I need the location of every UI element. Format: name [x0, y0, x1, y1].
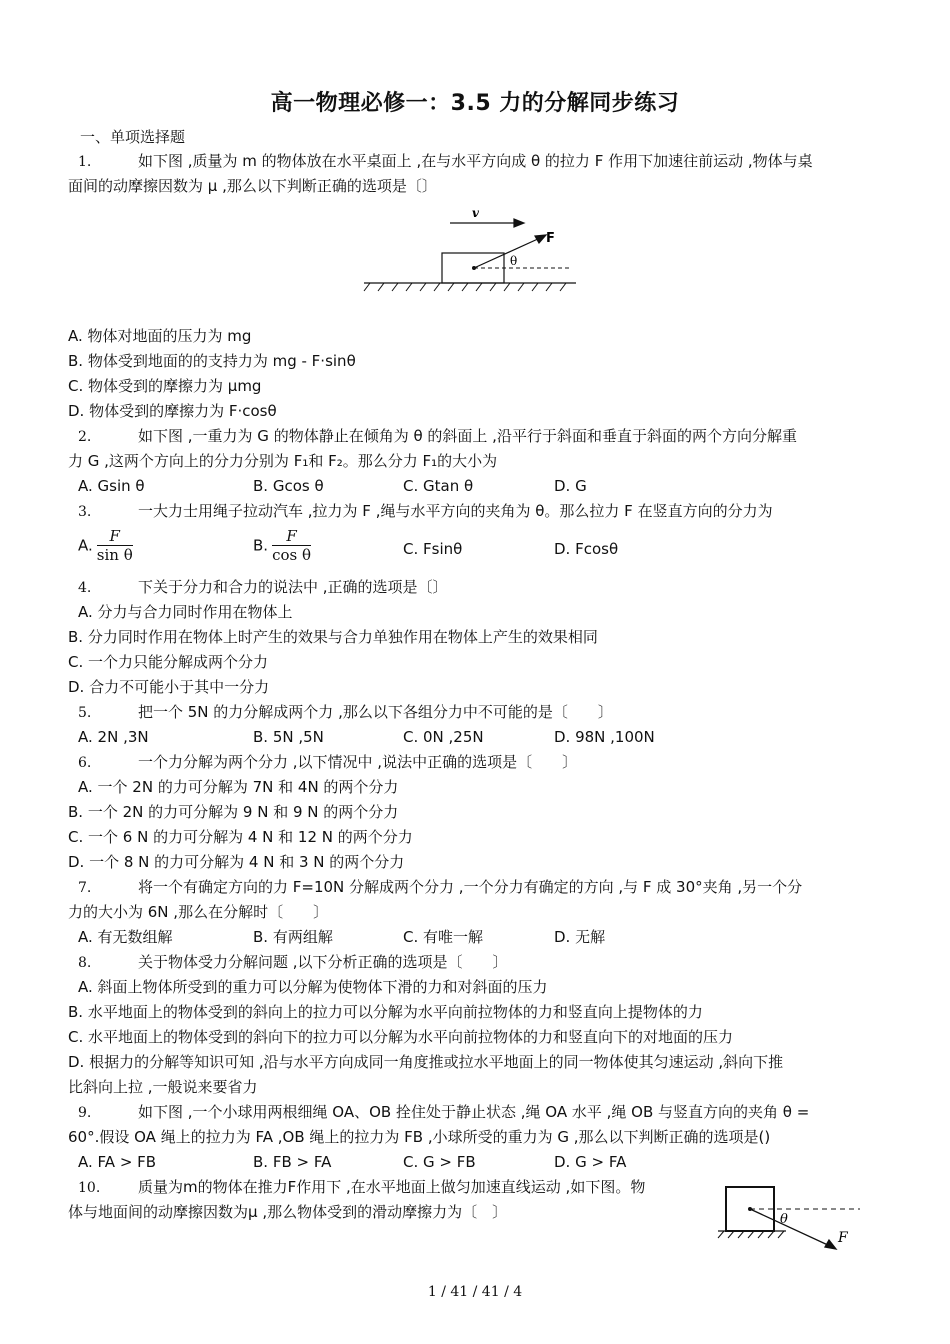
angle-label: θ	[780, 1212, 788, 1227]
question-text: 如下图 ,一重力为 G 的物体静止在倾角为 θ 的斜面上 ,沿平行于斜面和垂直于斜面的两个方向分解重	[138, 427, 797, 445]
q6-option-d: D. 一个 8 N 的力可分解为 4 N 和 3 N 的两个分力	[68, 853, 405, 871]
q4-option-c: C. 一个力只能分解成两个分力	[68, 653, 269, 671]
question-text: 将一个有确定方向的力 F=10N 分解成两个分力 ,一个分力有确定的方向 ,与 F 成 30°夹角 ,另一个分	[138, 878, 803, 896]
question-text: 如下图 ,一个小球用两根细绳 OA、OB 拴住处于静止状态 ,绳 OA 水平 ,绳 OB 与竖直方向的夹角 θ =	[138, 1103, 810, 1121]
question-3	[68, 500, 890, 523]
fraction	[272, 527, 311, 564]
page-title: 高一物理必修一：3.5 力的分解同步练习	[270, 91, 680, 116]
q5-option-c: C. 0N ,25N	[403, 728, 484, 746]
question-text: 一大力士用绳子拉动汽车 ,拉力为 F ,绳与水平方向的夹角为 θ。那么拉力 F 在竖直方向的分力为	[138, 502, 773, 520]
question-9-cont: 60°.假设 OA 绳上的拉力为 FA ,OB 绳上的拉力为 FB ,小球所受的重力为 G ,那么以下判断正确的选项是()	[68, 1128, 771, 1146]
q4-option-b: B. 分力同时作用在物体上时产生的效果与合力单独作用在物体上产生的效果相同	[68, 628, 598, 646]
ground-hatch	[718, 1231, 784, 1238]
question-2	[68, 425, 890, 448]
q8-option-c: C. 水平地面上的物体受到的斜向下的拉力可以分解为水平向前拉物体的力和竖直向下的对地面的压力	[68, 1028, 734, 1046]
question-number: 10.	[78, 1180, 101, 1196]
question-text: 一个力分解为两个分力 ,以下情况中 ,说法中正确的选项是〔 〕	[138, 753, 578, 771]
q9-option-d: D. G > FA	[554, 1153, 627, 1171]
question-number: 1.	[78, 154, 92, 170]
question-4	[68, 576, 890, 599]
option-label: B.	[253, 536, 269, 555]
question-1-cont: 面间的动摩擦因数为 μ ,那么以下判断正确的选项是〔〕	[68, 177, 437, 195]
question-number: 2.	[78, 429, 92, 445]
question-number: 6.	[78, 755, 92, 771]
question-10-cont: 体与地面间的动摩擦因数为μ ,那么物体受到的滑动摩擦力为〔 〕	[68, 1203, 508, 1221]
question-number: 5.	[78, 705, 92, 721]
q7-option-c: C. 有唯一解	[403, 928, 484, 946]
q8-option-d: D. 根据力的分解等知识可知 ,沿与水平方向成同一角度推或拉水平地面上的同一物体使其匀速运动 ,斜向下推	[68, 1053, 784, 1071]
q2-option-a: A. Gsin θ	[78, 477, 145, 495]
q8-option-d-cont: 比斜向上拉 ,一般说来要省力	[68, 1078, 258, 1096]
q4-option-a: A. 分力与合力同时作用在物体上	[78, 603, 293, 621]
q2-option-b: B. Gcos θ	[253, 477, 324, 495]
q9-option-b: B. FB > FA	[253, 1153, 332, 1171]
q1-option-a: A. 物体对地面的压力为 mg	[68, 327, 252, 345]
q1-option-d: D. 物体受到的摩擦力为 F·cosθ	[68, 402, 277, 420]
question-number: 8.	[78, 955, 92, 971]
ground-hatch	[364, 283, 566, 291]
q2-option-d: D. G	[554, 477, 587, 495]
q7-option-d: D. 无解	[554, 928, 606, 946]
question-number: 9.	[78, 1105, 92, 1121]
q9-option-c: C. G > FB	[403, 1153, 476, 1171]
q2-option-c: C. Gtan θ	[403, 477, 474, 495]
question-text: 下关于分力和合力的说法中 ,正确的选项是〔〕	[138, 578, 448, 596]
q6-option-c: C. 一个 6 N 的力可分解为 4 N 和 12 N 的两个分力	[68, 828, 413, 846]
question-text: 如下图 ,质量为 m 的物体放在水平桌面上 ,在与水平方向成 θ 的拉力 F 作用下加速往前运动 ,物体与桌	[138, 152, 813, 170]
option-label: A.	[78, 536, 93, 555]
question-7-cont: 力的大小为 6N ,那么在分解时〔 〕	[68, 903, 329, 921]
q5-option-a: A. 2N ,3N	[78, 728, 149, 746]
q3-option-a	[78, 527, 133, 564]
q1-option-b: B. 物体受到地面的的支持力为 mg - F·sinθ	[68, 352, 356, 370]
denominator: sin θ	[96, 546, 133, 564]
question-5	[68, 701, 890, 724]
question-2-cont: 力 G ,这两个方向上的分力分别为 F₁和 F₂。那么分力 F₁的大小为	[68, 452, 498, 470]
q3-option-b	[253, 527, 311, 564]
question-6	[68, 751, 890, 774]
force-label: F	[546, 231, 555, 246]
q6-option-a: A. 一个 2N 的力可分解为 7N 和 4N 的两个分力	[78, 778, 399, 796]
question-1	[68, 150, 890, 173]
q8-option-b: B. 水平地面上的物体受到的斜向上的拉力可以分解为水平向前拉物体的力和竖直向上提物体的力	[68, 1003, 703, 1021]
numerator: F	[97, 527, 133, 546]
section-heading: 一、单项选择题	[80, 128, 186, 146]
question-text: 把一个 5N 的力分解成两个力 ,那么以下各组分力中不可能的是〔 〕	[138, 703, 613, 721]
q5-option-d: D. 98N ,100N	[554, 728, 655, 746]
q7-option-a: A. 有无数组解	[78, 928, 173, 946]
q3-option-c: C. Fsinθ	[403, 540, 463, 558]
q6-option-b: B. 一个 2N 的力可分解为 9 N 和 9 N 的两个分力	[68, 803, 399, 821]
question-8	[68, 951, 890, 974]
q9-option-a: A. FA > FB	[78, 1153, 157, 1171]
velocity-label: v	[472, 206, 479, 220]
question-text: 关于物体受力分解问题 ,以下分析正确的选项是〔 〕	[138, 953, 508, 971]
fraction	[97, 527, 133, 564]
denominator: cos θ	[272, 546, 311, 564]
q3-option-d: D. Fcosθ	[554, 540, 619, 558]
angle-label: θ	[510, 254, 518, 268]
q1-figure	[360, 205, 580, 295]
numerator: F	[272, 527, 311, 546]
force-arrow	[750, 1209, 836, 1249]
question-number: 3.	[78, 504, 92, 520]
q7-option-b: B. 有两组解	[253, 928, 333, 946]
question-text: 质量为m的物体在推力F作用下 ,在水平地面上做匀加速直线运动 ,如下图。物	[138, 1178, 646, 1196]
page-footer: 1 / 41 / 41 / 4	[427, 1284, 523, 1300]
question-number: 4.	[78, 580, 92, 596]
question-7	[68, 876, 890, 899]
q4-option-d: D. 合力不可能小于其中一分力	[68, 678, 270, 696]
question-number: 7.	[78, 880, 92, 896]
velocity-arrow	[450, 219, 524, 227]
force-label: F	[838, 1230, 848, 1246]
q1-option-c: C. 物体受到的摩擦力为 μmg	[68, 377, 262, 395]
q8-option-a: A. 斜面上物体所受到的重力可以分解为使物体下滑的力和对斜面的压力	[78, 978, 548, 996]
question-9	[68, 1101, 890, 1124]
q5-option-b: B. 5N ,5N	[253, 728, 324, 746]
q10-figure	[712, 1180, 862, 1255]
